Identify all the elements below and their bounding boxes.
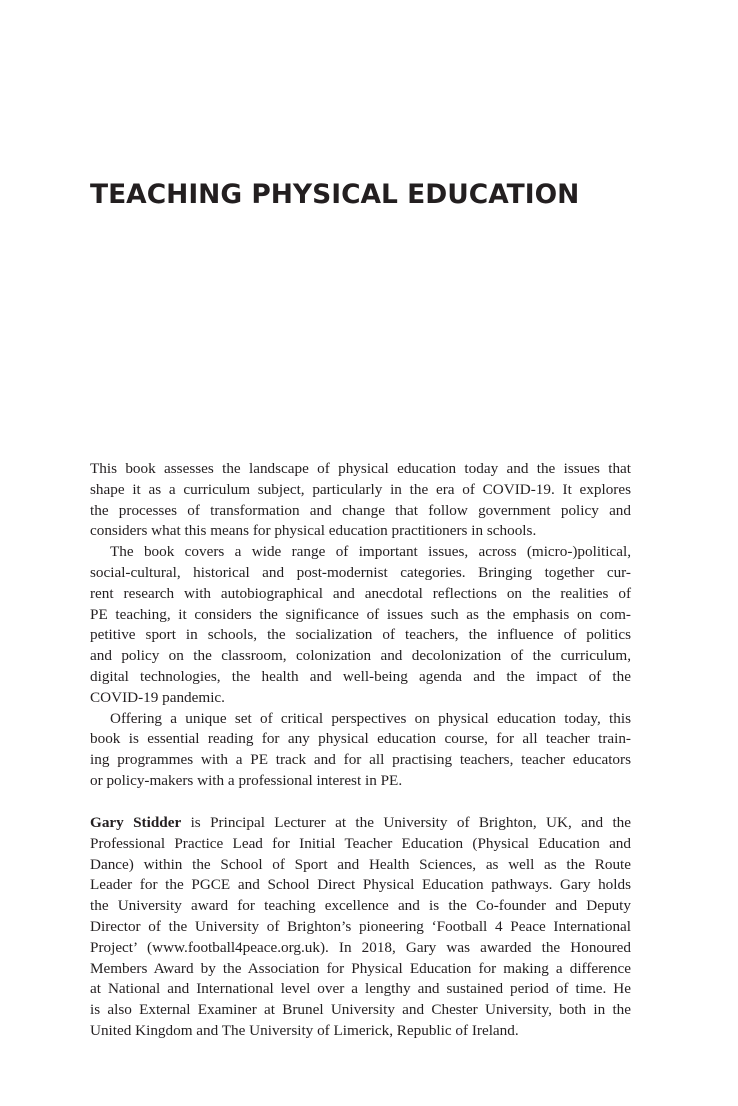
text-line: Dance) within the School of Sport and Health Sciences, as well as the Route — [90, 855, 631, 873]
text-line: Professional Practice Lead for Initial Teacher Education (Physical Education and — [90, 834, 631, 852]
text-line: Offering a unique set of critical perspectives on physical education today, this — [110, 709, 631, 727]
book-description — [90, 459, 631, 792]
text-line: rent research with autobiographical and anecdotal reflections on the realities of — [90, 584, 631, 602]
book-title: TEACHING PHYSICAL EDUCATION — [90, 179, 580, 210]
text-line: Members Award by the Association for Physical Education for making a difference — [90, 959, 631, 977]
text-line: the University award for teaching excellence and is the Co-founder and Deputy — [90, 897, 631, 915]
text-line: PE teaching, it considers the significance of issues such as the emphasis on com- — [90, 605, 631, 623]
description-paragraph-1 — [90, 459, 631, 542]
text-line: or policy-makers with a professional interest in PE. — [90, 771, 403, 789]
description-paragraph-2 — [90, 542, 631, 708]
text-line: Leader for the PGCE and School Direct Physical Education pathways. Gary holds — [90, 876, 631, 894]
text-line: The book covers a wide range of important issues, across (micro-)political, — [110, 543, 631, 561]
text-line: considers what this means for physical education practitioners in schools. — [90, 522, 537, 540]
text-line: COVID-19 pandemic. — [90, 688, 225, 706]
text-line: petitive sport in schools, the socialization of teachers, the influence of politics — [90, 626, 631, 644]
author-name: Gary Stidder — [90, 814, 182, 831]
text-line: ing programmes with a PE track and for all practising teachers, teacher educators — [90, 751, 631, 769]
text-line: book is essential reading for any physical education course, for all teacher train- — [90, 730, 631, 748]
text-line: This book assesses the landscape of physical education today and the issues that — [90, 460, 631, 477]
description-paragraph-3 — [90, 709, 631, 792]
text-line: the processes of transformation and change that follow government policy and — [90, 501, 631, 519]
author-bio-paragraph — [90, 813, 631, 1042]
text-line: shape it as a curriculum subject, particularly in the era of COVID-19. It explores — [90, 480, 631, 498]
text-line: digital technologies, the health and well-being agenda and the impact of the — [90, 667, 631, 685]
text-line: at National and International level over a lengthy and sustained period of time. He — [90, 980, 631, 998]
text-line: Director of the University of Brighton’s pioneering ‘Football 4 Peace International — [90, 917, 631, 935]
author-bio — [90, 813, 631, 1042]
text-line — [90, 813, 631, 834]
text-line: and policy on the classroom, colonization and decolonization of the curriculum, — [90, 647, 631, 665]
bio-first-line-text: is Principal Lecturer at the University of Brighton, UK, and the — [181, 814, 632, 831]
text-line: social-cultural, historical and post-modernist categories. Bringing together cur- — [90, 563, 631, 581]
text-line: United Kingdom and The University of Limerick, Republic of Ireland. — [90, 1021, 519, 1039]
text-line: Project’ (www.football4peace.org.uk). In 2018, Gary was awarded the Honoured — [90, 938, 631, 956]
text-line: is also External Examiner at Brunel University and Chester University, both in the — [90, 1001, 631, 1019]
